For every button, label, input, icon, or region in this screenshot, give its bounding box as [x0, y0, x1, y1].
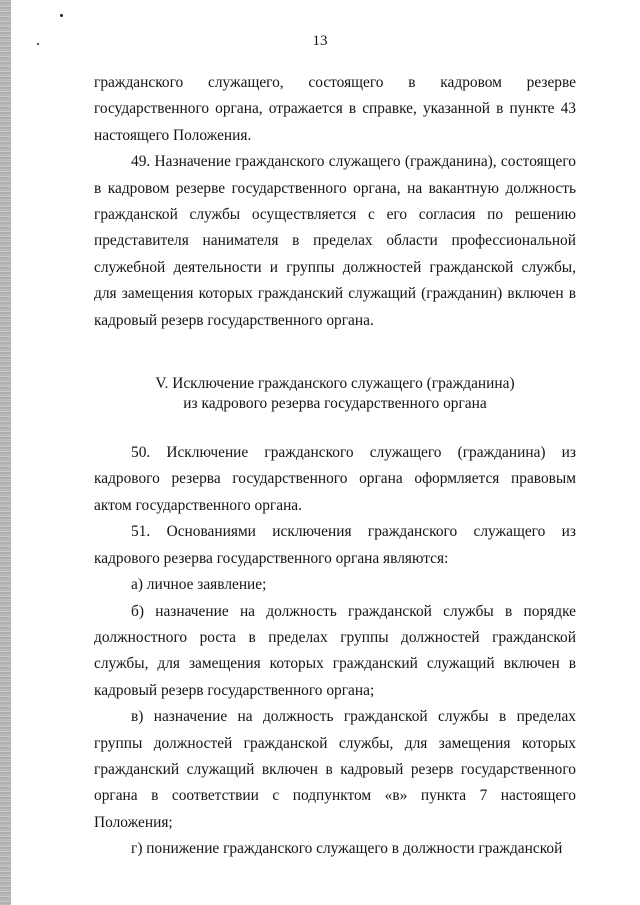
section-heading-line1: V. Исключение гражданского служащего (гражданина)	[155, 375, 515, 393]
page-number: 13	[312, 33, 328, 49]
paragraph-51: 51. Основаниями исключения гражданского служащего из кадрового резерва государственного органа являются:	[94, 523, 576, 567]
paragraph-49: 49. Назначение гражданского служащего (гражданина), состоящего в кадровом резерве государственного органа, на вакантную должность гражданской службы осуществляется с его согласия по решению представителя нанимателя в пределах области профессиональной служебной деятельности и группы должностей гражданской службы, для замещения которых гражданский служащий (гражданин) включен в кадровый резерв государственного органа.	[94, 153, 576, 329]
section-heading-line2: из кадрового резерва государственного органа	[183, 395, 487, 413]
list-item-a: а) личное заявление;	[131, 576, 267, 594]
list-item-v: в) назначение на должность гражданской службы в пределах группы должностей гражданской службы, для замещения которых гражданский служащий включен в кадровый резерв государственного органа в соответствии с подпунктом «в» пункта 7 настоящего Положения;	[94, 708, 576, 831]
paragraph-50: 50. Исключение гражданского служащего (гражданина) из кадрового резерва государственного органа оформляется правовым актом государственного органа.	[94, 444, 576, 514]
scan-speck	[60, 14, 63, 17]
section-heading	[94, 374, 576, 414]
paragraph-continuation: гражданского служащего, состоящего в кадровом резерве государственного органа, отражается в справке, указанной в пункте 43 настоящего Положения.	[94, 74, 576, 144]
scan-edge-shadow	[0, 0, 11, 905]
list-item-g: г) понижение гражданского служащего в должности гражданской	[131, 840, 563, 858]
list-item-b: б) назначение на должность гражданской службы в порядке должностного роста в пределах группы должностей гражданской службы, для замещения которых гражданский служащий включен в кадровый резерв государственного органа;	[94, 602, 576, 699]
document-body	[94, 70, 576, 863]
